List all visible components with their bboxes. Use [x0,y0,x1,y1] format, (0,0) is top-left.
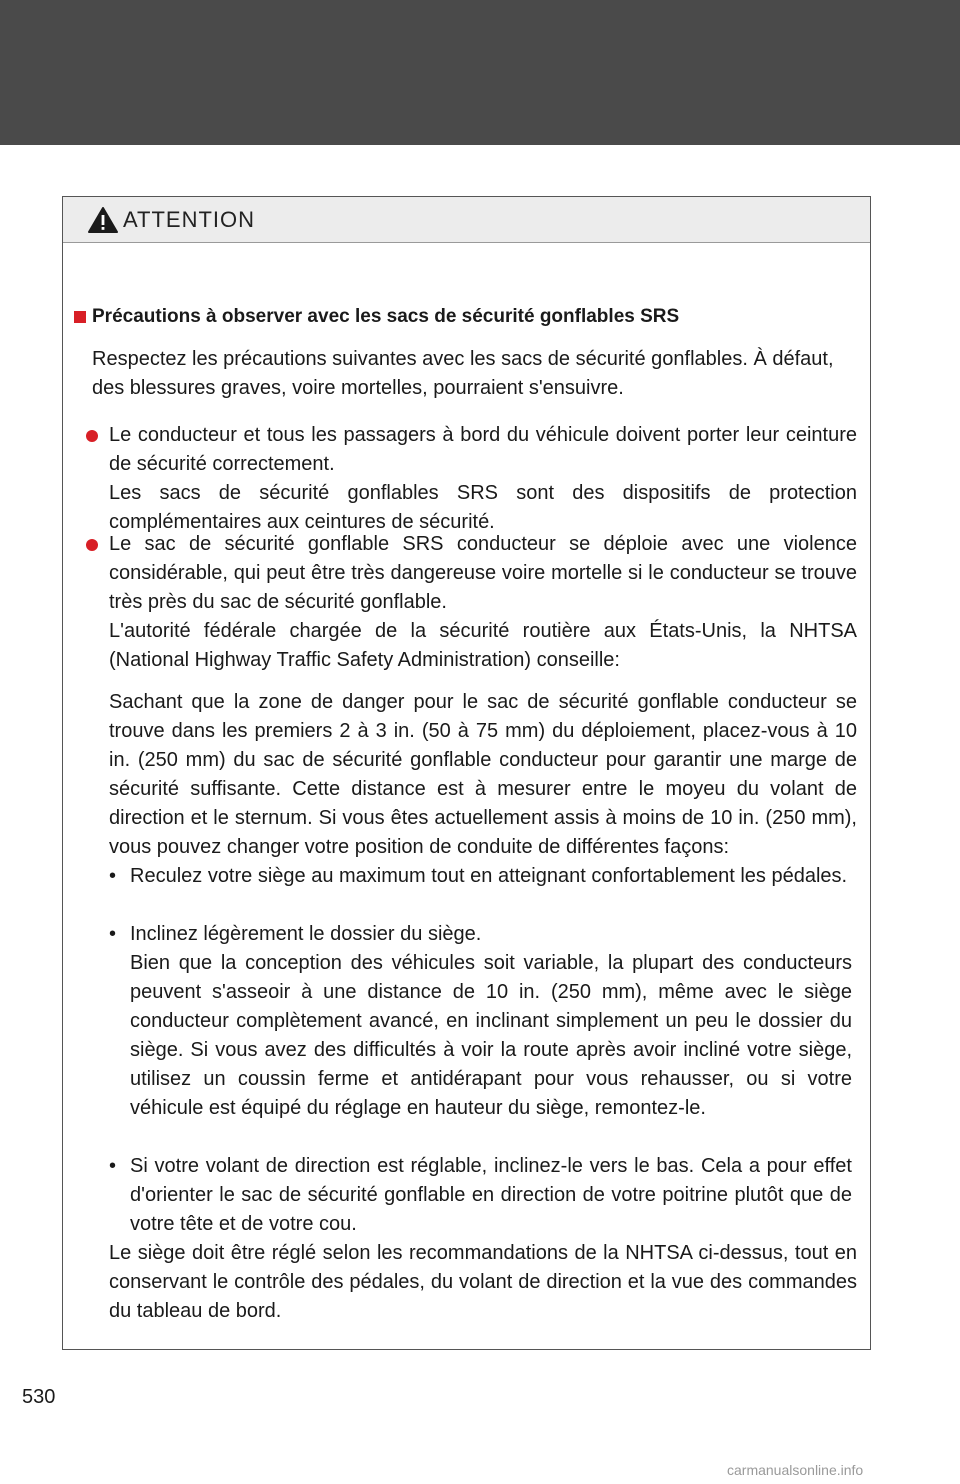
item2-advice-paragraph: Sachant que la zone de danger pour le sac de sécurité gonflable conducteur se trouve dans les premiers 2 à 3 in. (50 à 75 mm) du déploiement, placez-vous à 10 in. (250 mm) du sac de sécurité gonflable conducteur pour garantir une marge de sécurité suffisante. Cette distance est à mesurer entre le moyeu du volant de direction et le sternum. Si vous êtes actuellement assis à moins de 10 in. (250 mm), vous pouvez changer votre position de conduite de différentes façons: [109,691,857,858]
caution-header [63,197,870,243]
intro-paragraph: Respectez les précautions suivantes avec les sacs de sécurité gonflables. À défaut, des blessures graves, voire mortelles, pourraient s'ensuivre. [92,348,834,399]
item2-text: Le sac de sécurité gonflable SRS conducteur se déploie avec une violence considérable, qui peut être très dangereuse voire mortelle si le conducteur se trouve très près du sac de sécurité gonflable. [109,533,857,613]
item1-text: Le conducteur et tous les passagers à bord du véhicule doivent porter leur ceinture de sécurité correctement. [109,424,857,475]
page-header-band [0,0,960,145]
sub-bullet-mark: • [109,1155,117,1177]
section-heading: Précautions à observer avec les sacs de sécurité gonflables SRS [92,306,680,327]
caution-box [62,196,871,1350]
sub-bullet-mark: • [109,923,117,945]
warning-triangle-icon [87,206,119,234]
caution-content [63,243,870,1349]
sub-item-3: Si votre volant de direction est réglable, inclinez-le vers le bas. Cela a pour effet d'orienter le sac de sécurité gonflable en direction de votre poitrine plutôt que de votre tête et de votre cou. [130,1155,852,1235]
sub-bullet-mark: • [109,865,117,887]
item2-text-continued: L'autorité fédérale chargée de la sécurité routière aux États-Unis, la NHTSA (National Highway Traffic Safety Administration) conseille: [109,620,857,671]
sub-item-2: Inclinez légèrement le dossier du siège. [130,923,482,945]
bullet-dot [86,430,98,442]
sub-item-2-continued: Bien que la conception des véhicules soit variable, la plupart des conducteurs peuvent s'asseoir à une distance de 10 in. (250 mm), même avec le siège conducteur complètement avancé, en inclinant simplement un peu le dossier du siège. Si vous avez des difficultés à voir la route après avoir incliné votre siège, utilisez un coussin ferme et antidérapant pour vous rehausser, ou si votre véhicule est équipé du réglage en hauteur du siège, remontez-le. [130,952,852,1119]
section-marker-square [74,311,86,323]
watermark: carmanualsonline.info [727,1462,864,1478]
closing-paragraph: Le siège doit être réglé selon les recommandations de la NHTSA ci-dessus, tout en conservant le contrôle des pédales, du volant de direction et la vue des commandes du tableau de bord. [109,1242,857,1322]
page-number: 530 [22,1386,56,1408]
item1-text-continued: Les sacs de sécurité gonflables SRS sont des dispositifs de protection complémentaires aux ceintures de sécurité. [109,482,857,533]
caution-title: ATTENTION [123,206,256,232]
bullet-dot [86,539,98,551]
sub-item-1: Reculez votre siège au maximum tout en atteignant confortablement les pédales. [130,865,848,887]
